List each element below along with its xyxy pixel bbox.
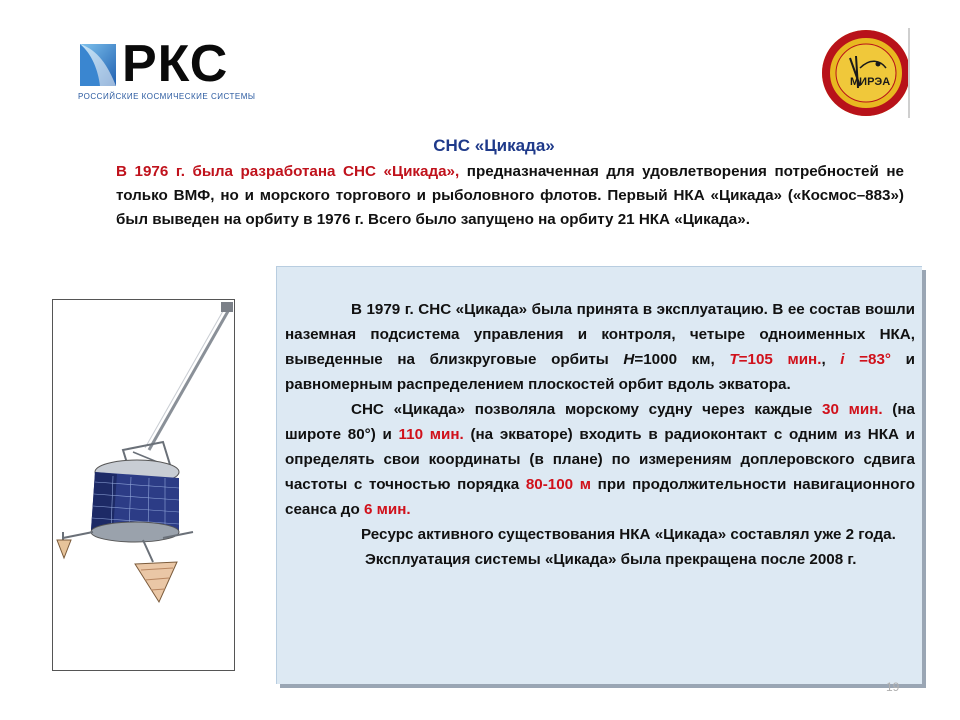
info-p2-accuracy: 80-100 м (525, 476, 592, 493)
header-divider (908, 28, 910, 118)
mirea-logo-text: МИРЭА (850, 76, 891, 88)
info-paragraph-2 (285, 397, 915, 522)
page-number: 19 (886, 680, 900, 694)
info-p1-t: T (729, 351, 739, 368)
intro-paragraph (44, 160, 904, 232)
info-p2-6min: 6 мин. (363, 501, 411, 518)
rks-logo-text: РКС (122, 35, 229, 93)
info-p1-sep: , (821, 351, 841, 368)
tsikada-satellite-icon (53, 300, 234, 670)
intro-lead: В 1976 г. была разработана СНС «Цикада», (116, 163, 460, 180)
intro-rest: предназначенная для удовлетворения потребностей не только ВМФ, но и морского торгового и рыболовного флотов. Первый НКА «Цикада» («Космос–883») был выведен на орбиту в 1976 г. Всего было запущено на орбиту 21 НКА «Цикада». (116, 163, 905, 228)
info-p2-text-c: (на экваторе) входить в радиоконтакт с одним из НКА и определять свои координаты (в плане) по измерениям доплеровского сдвига частоты с точностью порядка (285, 426, 916, 493)
info-p1-h: H (623, 351, 635, 368)
info-p1-period: =105 мин. (738, 351, 822, 368)
info-p2-text-a: СНС «Цикада» позволяла морскому судну через каждые (351, 401, 823, 418)
rks-logo-subtitle: РОССИЙСКИЕ КОСМИЧЕСКИЕ СИСТЕМЫ (78, 92, 256, 101)
info-p1-text-e: и равномерным распределением плоскостей орбит вдоль экватора. (285, 351, 915, 393)
info-p1-text-a: В 1979 г. СНС «Цикада» была принята в эксплуатацию. В ее состав вошли наземная подсистема управления и контроля, четыре одноименных НКА, выведенные на близкруговые орбиты (285, 301, 915, 368)
info-paragraph-4: Эксплуатация системы «Цикада» была прекращена после 2008 г. (365, 551, 857, 568)
slide-title: СНС «Цикада» (433, 136, 555, 155)
info-text (285, 297, 915, 572)
info-p1-text-b: =1000 км, (634, 351, 730, 368)
rks-emblem-icon (78, 40, 122, 90)
info-p1-i: i (840, 351, 845, 368)
info-p2-110min: 110 мин. (398, 426, 464, 443)
info-p2-30min: 30 мин. (822, 401, 883, 418)
info-paragraph-1 (285, 297, 915, 397)
info-p2-text-b: (на широте 80°) и (285, 401, 915, 443)
rks-logo (78, 35, 256, 104)
mirea-logo (820, 28, 916, 118)
info-panel (276, 266, 922, 684)
info-p2-text-d: при продолжительности навигационного сеанса до (285, 476, 915, 518)
mirea-seal-icon (820, 28, 912, 118)
info-p1-inclination: =83° (844, 351, 892, 368)
info-paragraph-3: Ресурс активного существования НКА «Цикада» составлял уже 2 года. (361, 526, 896, 543)
satellite-image-frame (52, 299, 235, 671)
